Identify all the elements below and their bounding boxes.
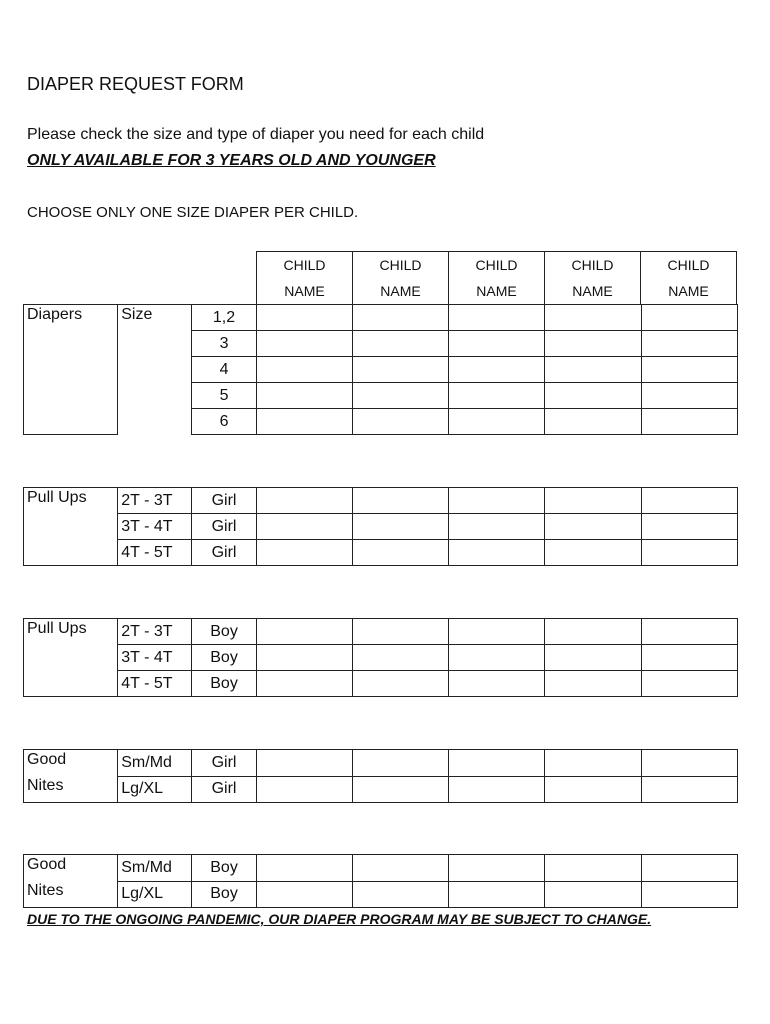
check-cell[interactable] — [256, 645, 352, 671]
check-cell[interactable] — [256, 881, 352, 908]
check-cell[interactable] — [256, 357, 352, 383]
goodnites-type: Boy — [192, 855, 256, 882]
check-cell[interactable] — [449, 540, 545, 566]
goodnites-girl-table — [23, 749, 738, 803]
check-cell[interactable] — [641, 776, 737, 803]
diaper-size: 5 — [192, 383, 256, 409]
check-cell[interactable] — [449, 619, 545, 645]
table-row — [24, 619, 738, 645]
table-row — [24, 488, 738, 514]
check-cell[interactable] — [641, 645, 737, 671]
child-label: CHILD — [379, 257, 422, 273]
check-cell[interactable] — [449, 881, 545, 908]
pullup-size: 3T - 4T — [118, 514, 192, 540]
check-cell[interactable] — [545, 357, 641, 383]
pullups-girl-table — [23, 487, 738, 566]
check-cell[interactable] — [641, 357, 737, 383]
check-cell[interactable] — [641, 881, 737, 908]
name-label: NAME — [572, 283, 613, 299]
check-cell[interactable] — [545, 881, 641, 908]
child-label: CHILD — [667, 257, 710, 273]
choose-notice: CHOOSE ONLY ONE SIZE DIAPER PER CHILD. — [27, 204, 359, 221]
check-cell[interactable] — [545, 671, 641, 697]
check-cell[interactable] — [256, 488, 352, 514]
check-cell[interactable] — [352, 855, 448, 882]
check-cell[interactable] — [641, 671, 737, 697]
check-cell[interactable] — [545, 305, 641, 331]
check-cell[interactable] — [545, 776, 641, 803]
table-row — [24, 750, 738, 777]
check-cell[interactable] — [449, 331, 545, 357]
check-cell[interactable] — [641, 305, 737, 331]
name-label: NAME — [284, 283, 325, 299]
check-cell[interactable] — [352, 331, 448, 357]
child-name-column-4[interactable] — [545, 252, 641, 305]
check-cell[interactable] — [449, 383, 545, 409]
check-cell[interactable] — [545, 514, 641, 540]
check-cell[interactable] — [641, 331, 737, 357]
check-cell[interactable] — [256, 855, 352, 882]
child-label: CHILD — [283, 257, 326, 273]
goodnites-category-line1: Good — [24, 855, 118, 882]
check-cell[interactable] — [545, 409, 641, 435]
check-cell[interactable] — [352, 514, 448, 540]
check-cell[interactable] — [641, 514, 737, 540]
check-cell[interactable] — [641, 383, 737, 409]
check-cell[interactable] — [352, 488, 448, 514]
instruction-text: Please check the size and type of diaper you need for each child — [27, 126, 485, 143]
check-cell[interactable] — [352, 619, 448, 645]
goodnites-type: Girl — [192, 776, 256, 803]
check-cell[interactable] — [545, 645, 641, 671]
diapers-table — [23, 304, 738, 435]
diaper-size: 6 — [192, 409, 256, 435]
footer-notice: DUE TO THE ONGOING PANDEMIC, OUR DIAPER PROGRAM MAY BE SUBJECT TO CHANGE. — [27, 911, 652, 927]
child-name-column-5[interactable] — [641, 252, 737, 305]
child-label: CHILD — [571, 257, 614, 273]
check-cell[interactable] — [449, 357, 545, 383]
goodnites-boy-table — [23, 854, 738, 908]
pullups-boy-table — [23, 618, 738, 697]
table-row — [24, 305, 738, 331]
check-cell[interactable] — [449, 671, 545, 697]
check-cell[interactable] — [449, 514, 545, 540]
table-row — [24, 514, 738, 540]
check-cell[interactable] — [256, 383, 352, 409]
table-row — [24, 540, 738, 566]
check-cell[interactable] — [641, 750, 737, 777]
pullup-type: Boy — [192, 671, 256, 697]
diaper-size: 4 — [192, 357, 256, 383]
pullup-size: 2T - 3T — [118, 488, 192, 514]
check-cell[interactable] — [352, 776, 448, 803]
check-cell[interactable] — [449, 488, 545, 514]
check-cell[interactable] — [641, 855, 737, 882]
child-name-column-2[interactable] — [353, 252, 449, 305]
goodnites-size: Lg/XL — [118, 881, 192, 908]
check-cell[interactable] — [641, 488, 737, 514]
check-cell[interactable] — [352, 540, 448, 566]
pullup-size: 2T - 3T — [118, 619, 192, 645]
check-cell[interactable] — [256, 409, 352, 435]
check-cell[interactable] — [545, 619, 641, 645]
check-cell[interactable] — [256, 540, 352, 566]
table-row — [24, 776, 738, 803]
table-row — [24, 881, 738, 908]
goodnites-size: Sm/Md — [118, 750, 192, 777]
goodnites-category-line2: Nites — [24, 776, 118, 803]
child-name-header — [256, 251, 737, 305]
check-cell[interactable] — [641, 619, 737, 645]
check-cell[interactable] — [545, 750, 641, 777]
check-cell[interactable] — [256, 514, 352, 540]
name-label: NAME — [476, 283, 517, 299]
check-cell[interactable] — [545, 488, 641, 514]
check-cell[interactable] — [256, 619, 352, 645]
table-row — [24, 855, 738, 882]
check-cell[interactable] — [352, 645, 448, 671]
name-label: NAME — [380, 283, 421, 299]
check-cell[interactable] — [352, 383, 448, 409]
check-cell[interactable] — [641, 540, 737, 566]
pullup-type: Boy — [192, 619, 256, 645]
pullup-type: Girl — [192, 514, 256, 540]
check-cell[interactable] — [545, 383, 641, 409]
age-notice: ONLY AVAILABLE FOR 3 YEARS OLD AND YOUNGER — [27, 152, 436, 169]
pullup-type: Boy — [192, 645, 256, 671]
check-cell[interactable] — [256, 331, 352, 357]
check-cell[interactable] — [449, 409, 545, 435]
pullups-category: Pull Ups — [24, 619, 118, 697]
pullup-type: Girl — [192, 488, 256, 514]
pullup-type: Girl — [192, 540, 256, 566]
child-name-column-1[interactable] — [257, 252, 353, 305]
table-row — [24, 645, 738, 671]
check-cell[interactable] — [449, 776, 545, 803]
diapers-category: Diapers — [24, 305, 118, 435]
check-cell[interactable] — [256, 305, 352, 331]
check-cell[interactable] — [545, 855, 641, 882]
size-label: Size — [118, 305, 192, 435]
pullup-size: 4T - 5T — [118, 671, 192, 697]
check-cell[interactable] — [449, 855, 545, 882]
form-title: DIAPER REQUEST FORM — [27, 74, 244, 94]
check-cell[interactable] — [352, 671, 448, 697]
check-cell[interactable] — [352, 305, 448, 331]
goodnites-category-line2: Nites — [24, 881, 118, 908]
pullup-size: 4T - 5T — [118, 540, 192, 566]
check-cell[interactable] — [449, 645, 545, 671]
name-label: NAME — [668, 283, 709, 299]
diaper-size: 3 — [192, 331, 256, 357]
goodnites-category-line1: Good — [24, 750, 118, 777]
check-cell[interactable] — [545, 540, 641, 566]
diaper-size: 1,2 — [192, 305, 256, 331]
check-cell[interactable] — [352, 409, 448, 435]
check-cell[interactable] — [449, 305, 545, 331]
goodnites-type: Girl — [192, 750, 256, 777]
child-label: CHILD — [475, 257, 518, 273]
check-cell[interactable] — [449, 750, 545, 777]
check-cell[interactable] — [352, 750, 448, 777]
table-row — [24, 671, 738, 697]
check-cell[interactable] — [256, 776, 352, 803]
check-cell[interactable] — [352, 357, 448, 383]
goodnites-size: Sm/Md — [118, 855, 192, 882]
pullups-category: Pull Ups — [24, 488, 118, 566]
goodnites-size: Lg/XL — [118, 776, 192, 803]
check-cell[interactable] — [545, 331, 641, 357]
check-cell[interactable] — [641, 409, 737, 435]
check-cell[interactable] — [256, 750, 352, 777]
goodnites-type: Boy — [192, 881, 256, 908]
child-name-column-3[interactable] — [449, 252, 545, 305]
check-cell[interactable] — [256, 671, 352, 697]
check-cell[interactable] — [352, 881, 448, 908]
pullup-size: 3T - 4T — [118, 645, 192, 671]
